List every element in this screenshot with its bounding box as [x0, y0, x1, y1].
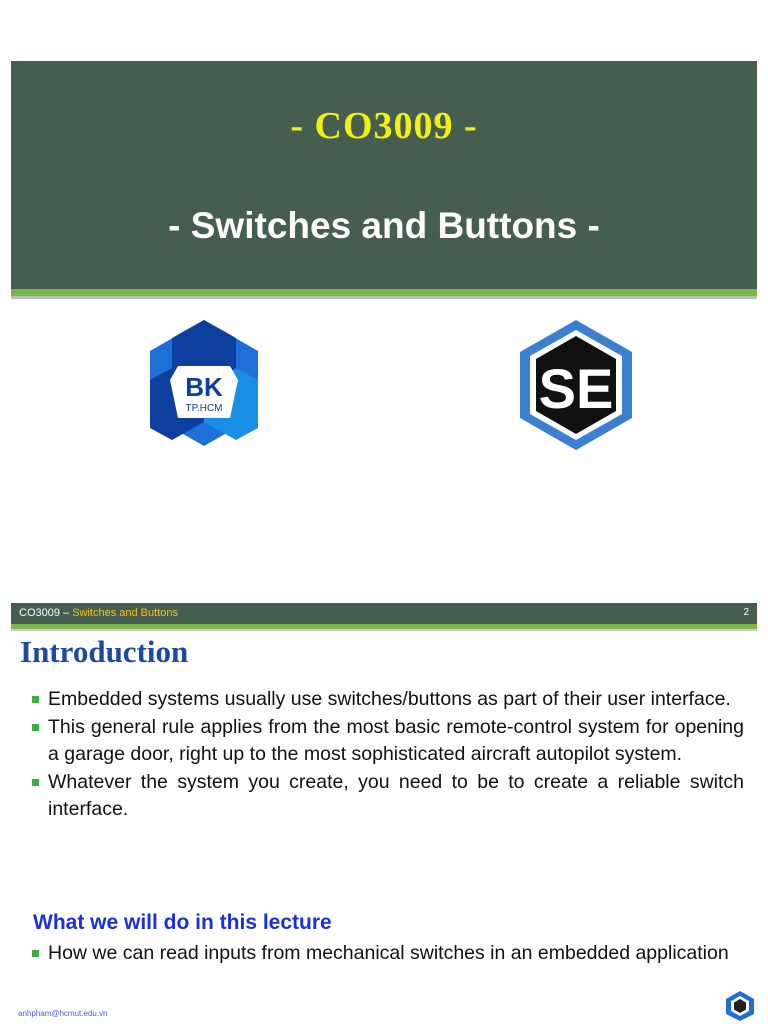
header-course-code: CO3009 – — [19, 607, 73, 619]
slide-title: - Switches and Buttons - — [168, 205, 600, 246]
header-label — [19, 607, 178, 619]
intro-bullet-list — [32, 686, 744, 824]
se-department-logo — [516, 318, 636, 452]
footer-se-logo-icon — [724, 990, 756, 1022]
bullet-icon — [32, 779, 39, 786]
bullet-icon — [32, 696, 39, 703]
bullet-text: This general rule applies from the most basic remote-control system for opening a garage door, right up to the most sophisticated aircraft autopilot system. — [48, 716, 744, 765]
title-banner — [11, 61, 757, 289]
list-item — [32, 686, 744, 713]
list-item — [32, 769, 744, 823]
header-shadow-line — [11, 629, 757, 631]
bullet-text: How we can read inputs from mechanical switches in an embedded application — [48, 942, 729, 964]
bk-logo-subtext: TP.HCM — [185, 403, 223, 414]
header-topic: Switches and Buttons — [72, 607, 178, 619]
banner-accent-line — [11, 289, 757, 296]
course-code: - CO3009 - — [290, 105, 478, 147]
page-number: 2 — [743, 607, 749, 618]
bk-university-logo — [138, 318, 270, 452]
intro-slide — [0, 600, 768, 1024]
list-item — [32, 940, 744, 967]
section-title: Introduction — [20, 634, 189, 669]
bullet-text: Whatever the system you create, you need to be to create a reliable switch interface. — [48, 771, 744, 820]
bullet-text: Embedded systems usually use switches/buttons as part of their user interface. — [48, 688, 731, 710]
se-logo-letters: SE — [538, 357, 614, 420]
bullet-icon — [32, 950, 39, 957]
banner-shadow-line — [11, 296, 757, 299]
footer-email: anhpham@hcmut.edu.vn — [18, 1009, 108, 1018]
bk-logo-text: BK — [185, 372, 223, 402]
lecture-bullet-list — [32, 940, 744, 968]
list-item — [32, 714, 744, 768]
slide-header-bar — [11, 603, 757, 624]
lecture-goals-heading: What we will do in this lecture — [33, 911, 332, 934]
bullet-icon — [32, 724, 39, 731]
